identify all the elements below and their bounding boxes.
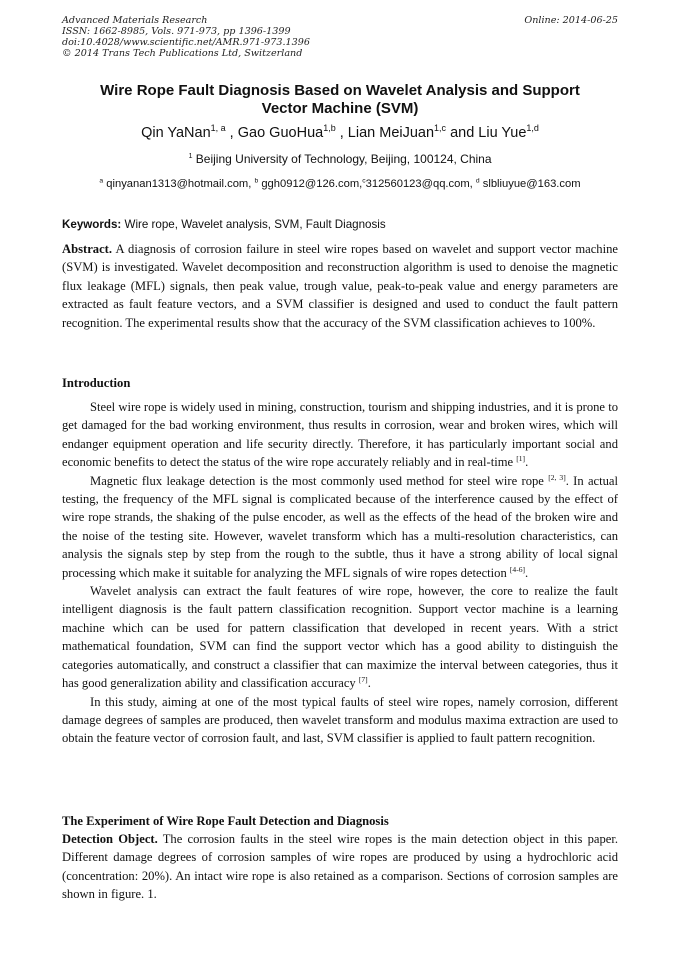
author-separator: , — [225, 125, 238, 141]
keywords — [62, 217, 618, 232]
author-separator: , — [335, 125, 348, 141]
email-sup: a — [99, 177, 104, 185]
author-3-sup: 1,c — [434, 123, 447, 134]
journal-name: Advanced Materials Research — [62, 15, 208, 26]
author-and: and — [446, 125, 479, 141]
paragraph-text: . In actual testing, the frequency of the MFL signal is complicated because of the interference caused by the effect of wire rope strands, the shaking of the pulse encoder, as well as the effects of the head of the broken wire and the noise of the testing site. However, wavelet transform which has a multi-resolution characteristics, can analysis the signals step by step from the rough to the subtle, thus it have a strong ability of local signal processing which make it suitable for analyzing the MFL signals of wire ropes detection — [62, 473, 619, 580]
abstract-label: Abstract. — [62, 242, 113, 256]
copyright-line: © 2014 Trans Tech Publications Ltd, Switzerland — [62, 48, 303, 59]
author-2-sup: 1,b — [323, 123, 336, 134]
section-heading-experiment: The Experiment of Wire Rope Fault Detection and Diagnosis — [62, 814, 389, 828]
intro-paragraph-3 — [62, 582, 618, 692]
citation: [4-6] — [509, 564, 525, 574]
email-d[interactable]: slbliuyue@163.com — [482, 178, 581, 190]
abstract-text: A diagnosis of corrosion failure in steel wire ropes based on wavelet and support vector machine (SVM) is investigated. Wavelet decomposition and reconstruction algorithm is used to denoise the magnetic flux leakage (MFL) signals, then peak value, trough value, peak-to-peak value and energy parameters are extracted as fault feature vectors, and a SVM classifier is designed and used to conduct the fault pattern recognition. The experimental results show that the accuracy of the SVM classification achieves to 100%. — [62, 242, 618, 330]
email-sup: d — [475, 177, 480, 185]
author-emails — [62, 177, 618, 192]
email-c[interactable]: 312560123@qq.com, — [365, 178, 476, 190]
online-date: Online: 2014-06-25 — [524, 15, 618, 26]
keywords-text: Wire rope, Wavelet analysis, SVM, Fault Diagnosis — [121, 218, 386, 231]
author-3: Lian MeiJuan — [347, 125, 435, 141]
paragraph-text: . — [525, 565, 529, 580]
affiliation — [62, 152, 618, 167]
author-1-sup: 1, a — [210, 123, 226, 134]
author-4-sup: 1,d — [526, 123, 539, 134]
affiliation-text: Beijing University of Technology, Beijing, 100124, China — [195, 152, 492, 166]
intro-paragraph-1 — [62, 398, 618, 472]
email-a[interactable]: qinyanan1313@hotmail.com, — [106, 178, 255, 190]
experiment-body — [62, 830, 618, 904]
author-1: Qin YaNan — [141, 125, 211, 141]
intro-paragraph-4: In this study, aiming at one of the most typical faults of steel wire ropes, namely corrosion, different damage degrees of samples are produced, then wavelet transform and modulus maxima extraction are used to obtain the feature vector of corrosion fault, and last, SVM classifier is applied to fault pattern recognition. — [62, 694, 618, 746]
author-list — [62, 124, 618, 142]
introduction-body — [62, 398, 618, 748]
detection-object-text: The corrosion faults in the steel wire ropes is the main detection object in this paper. Different damage degrees of corrosion samples of wire ropes are produced by using a hydrochloric acid (concentration: 20%). An intact wire rope is also retained as a comparison. Sections of corrosion samples are shown in figure. 1. — [62, 832, 618, 902]
abstract — [62, 240, 618, 332]
email-b[interactable]: ggh0912@126.com, — [261, 178, 363, 190]
paragraph-text: . — [367, 676, 371, 691]
issn-line: ISSN: 1662-8985, Vols. 971-973, pp 1396-1399 — [62, 26, 291, 37]
title-line-1: Wire Rope Fault Diagnosis Based on Wavelet Analysis and Support — [100, 82, 580, 99]
detection-object-label: Detection Object. — [62, 832, 158, 846]
intro-paragraph-2 — [62, 472, 618, 582]
section-heading-introduction: Introduction — [62, 376, 131, 390]
title-line-2: Vector Machine (SVM) — [261, 100, 419, 117]
author-2: Gao GuoHua — [237, 125, 324, 141]
citation: [1] — [516, 454, 526, 464]
doi-line: doi:10.4028/www.scientific.net/AMR.971-973.1396 — [62, 37, 310, 48]
paragraph-text: Wavelet analysis can extract the fault features of wire rope, however, the core to realize the fault intelligent diagnosis is the fault pattern classification recognition. Support vector machine is a learning machine which can be used for pattern classification that developed in recent years. With a strict mathematical foundation, SVM can find the support vector which has a good ability to distinguish the categories automatically, and construct a classifier that can maximize the interval between categories, thus it has good generalization ability and classification accuracy — [62, 584, 618, 691]
citation: [7] — [358, 674, 368, 684]
paragraph-text: Steel wire rope is widely used in mining, construction, tourism and shipping industries, and it is prone to get damaged for the bad working environment, thus results in corrosion, wear and broken wires, which will endanger equipment operation and life security directly. Therefore, it has particularly important social and economic benefits to detect the status of the wire rope accurately reliably and in real-time — [62, 400, 618, 470]
paper-title — [62, 82, 618, 118]
citation: [2, 3] — [548, 472, 566, 482]
author-4: Liu Yue — [478, 125, 527, 141]
keywords-label: Keywords: — [62, 218, 122, 231]
paragraph-text: . — [525, 455, 529, 470]
journal-header — [62, 15, 618, 59]
email-sup: b — [254, 177, 259, 185]
email-sup: c — [362, 177, 366, 185]
paragraph-text: Magnetic flux leakage detection is the most commonly used method for steel wire rope — [90, 473, 544, 488]
affiliation-sup: 1 — [188, 151, 193, 160]
